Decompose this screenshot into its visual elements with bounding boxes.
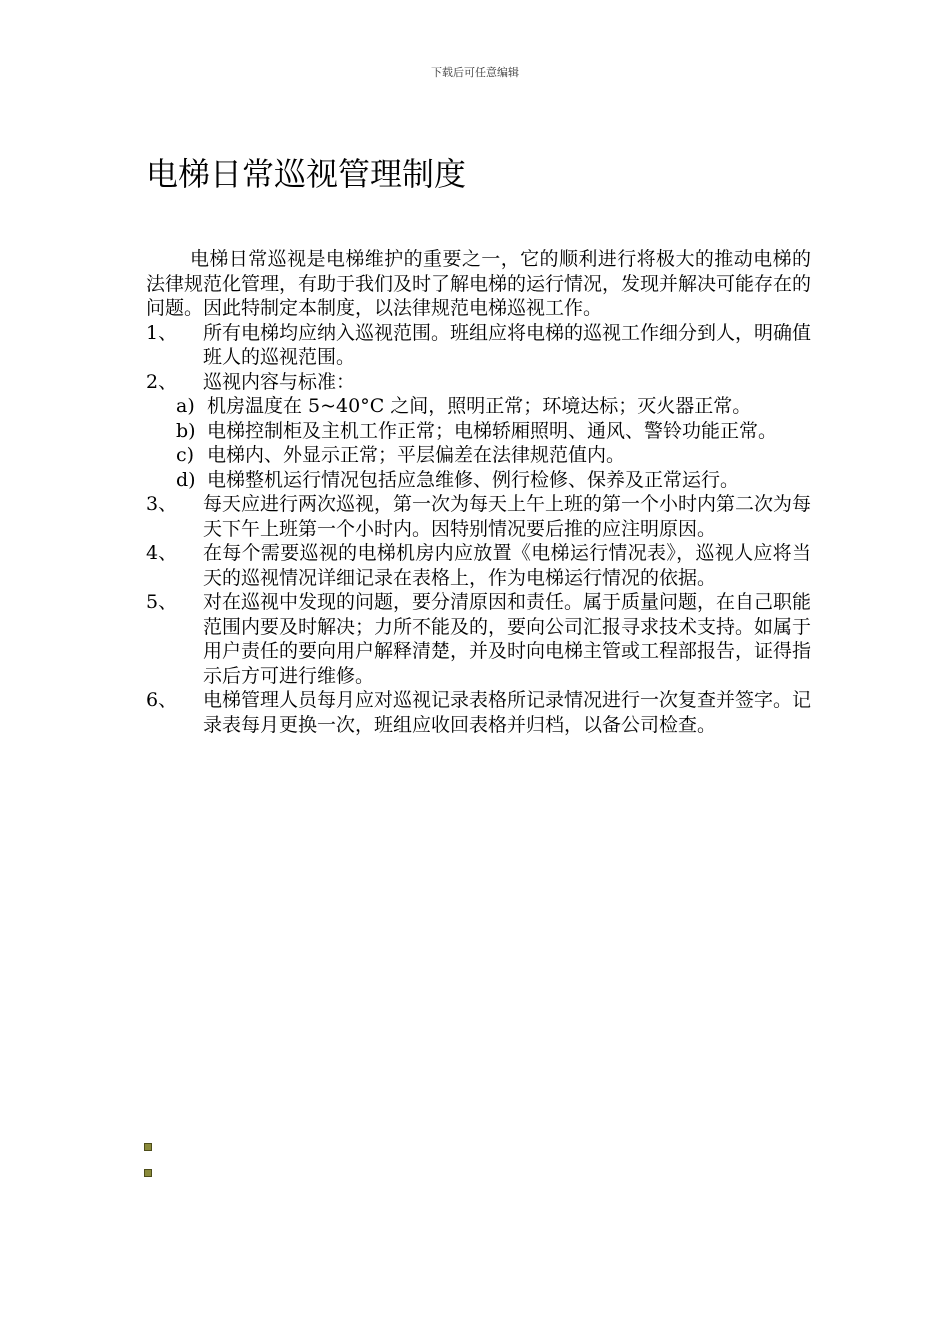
intro-paragraph: 电梯日常巡视是电梯维护的重要之一，它的顺利进行将极大的推动电梯的法律规范化管理，有助于我们及时了解电梯的运行情况，发现并解决可能存在的问题。因此特制定本制度，以法律规范电梯巡视工作。 <box>146 248 812 319</box>
sub-marker: c) <box>176 444 195 466</box>
list-item-text: 对在巡视中发现的问题，要分清原因和责任。属于质量问题，在自己职能范围内要及时解决；力所不能及的，要向公司汇报寻求技术支持。如属于用户责任的要向用户解释清楚，并及时向电梯主管或工程部报告，证得指示后方可进行维修。 <box>203 591 812 687</box>
list-item-1 <box>146 321 811 370</box>
list-marker: 4、 <box>146 542 178 564</box>
sub-item-text: 电梯内、外显示正常；平层偏差在法律规范值内。 <box>207 444 626 466</box>
list-item-text: 所有电梯均应纳入巡视范围。班组应将电梯的巡视工作细分到人，明确值班人的巡视范围。 <box>203 321 812 368</box>
sub-list <box>146 394 811 492</box>
sub-item-text: 电梯整机运行情况包括应急维修、例行检修、保养及正常运行。 <box>207 468 740 491</box>
sub-item-d <box>146 468 811 493</box>
list-item-text: 电梯管理人员每月应对巡视记录表格所记录情况进行一次复查并签字。记录表每月更换一次，班组应收回表格并归档，以备公司检查。 <box>203 689 812 736</box>
list-item-text: 巡视内容与标准： <box>203 370 356 393</box>
sub-item-text: 机房温度在 5~40°C 之间，照明正常；环境达标；灭火器正常。 <box>207 395 752 417</box>
sub-item-a <box>146 394 811 419</box>
list-item-4 <box>146 541 811 590</box>
bullet-icon <box>144 1143 152 1151</box>
list-item-3 <box>146 492 811 541</box>
list-marker: 3、 <box>146 493 178 515</box>
sub-item-b <box>146 419 811 444</box>
list-item-5 <box>146 590 811 688</box>
sub-item-c <box>146 443 811 468</box>
sub-marker: d) <box>176 468 196 491</box>
list-marker: 2、 <box>146 370 178 393</box>
sub-item-text: 电梯控制柜及主机工作正常；电梯轿厢照明、通风、警铃功能正常。 <box>207 419 778 442</box>
list-marker: 6、 <box>146 689 178 711</box>
sub-marker: a) <box>176 395 195 417</box>
list-marker: 1、 <box>146 321 178 344</box>
sub-marker: b) <box>176 419 196 442</box>
list-item-text: 在每个需要巡视的电梯机房内应放置《电梯运行情况表》，巡视人应将当天的巡视情况详细记录在表格上，作为电梯运行情况的依据。 <box>203 542 811 589</box>
list-item-6 <box>146 688 811 737</box>
list-item-2 <box>146 370 811 395</box>
document-body <box>146 247 811 737</box>
bullet-icon <box>144 1169 152 1177</box>
list-item-text: 每天应进行两次巡视，第一次为每天上午上班的第一个小时内第二次为每天下午上班第一个小时内。因特别情况要后推的应注明原因。 <box>203 493 812 540</box>
document-title: 电梯日常巡视管理制度 <box>146 155 467 193</box>
list-marker: 5、 <box>146 591 178 613</box>
page-header-note: 下载后可任意编辑 <box>431 66 519 79</box>
